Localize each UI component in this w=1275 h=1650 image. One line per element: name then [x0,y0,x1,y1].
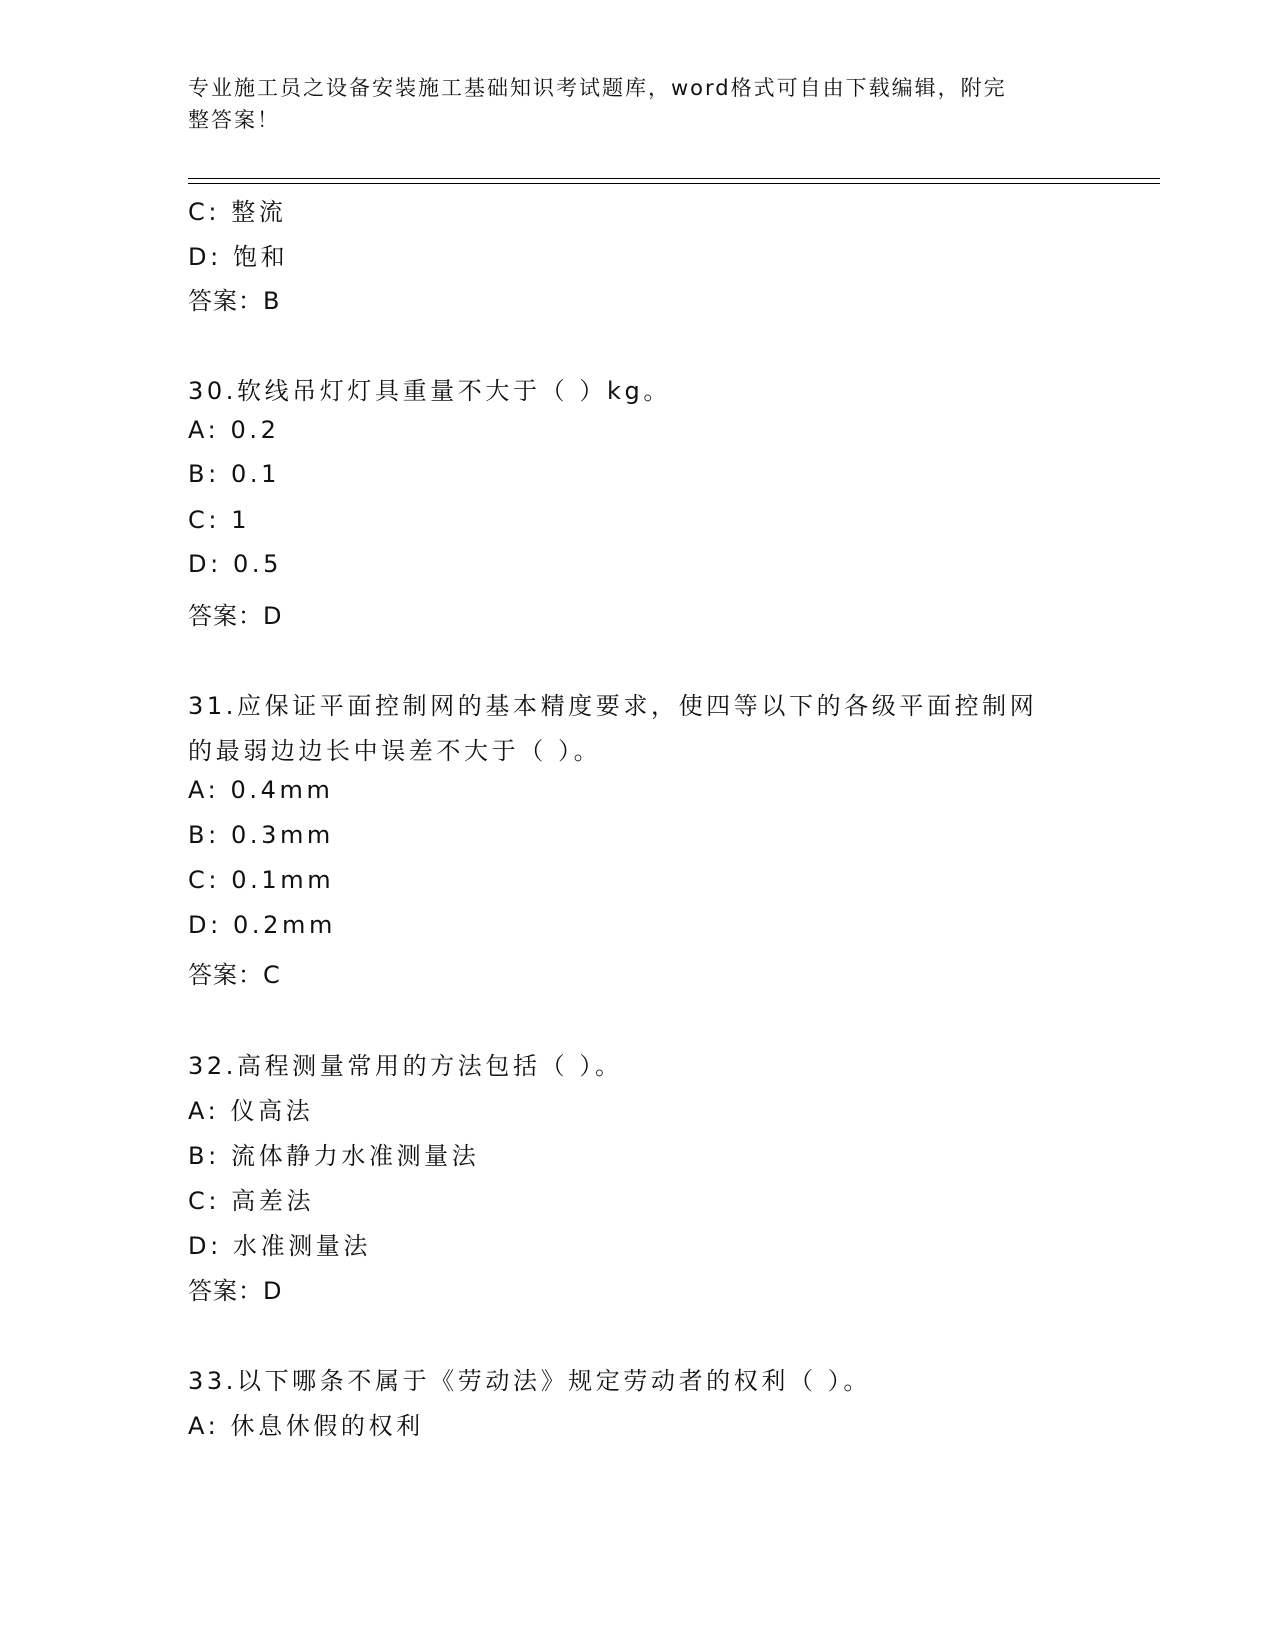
question-31-option-c: C: 0.1mm [188,866,335,894]
question-30-stem: 30.软线吊灯灯具重量不大于（ ）kg。 [188,377,671,405]
question-32-option-a: A: 仪高法 [188,1097,314,1125]
question-32-option-c: C: 高差法 [188,1187,315,1215]
prev-option-c: C: 整流 [188,198,287,226]
question-31-option-b: B: 0.3mm [188,821,334,849]
prev-answer: 答案：B [188,287,281,315]
question-31-option-a: A: 0.4mm [188,776,334,804]
question-30-option-c: C: 1 [188,506,251,534]
question-33-stem: 33.以下哪条不属于《劳动法》规定劳动者的权利（ ）。 [188,1367,871,1395]
question-30-option-a: A: 0.2 [188,416,280,444]
question-32-option-d: D: 水准测量法 [188,1232,371,1260]
question-33-option-a: A: 休息休假的权利 [188,1412,424,1440]
header-line-2: 整答案！ [188,108,280,132]
header-divider-top [188,178,1160,179]
question-32-stem: 32.高程测量常用的方法包括（ ）。 [188,1052,623,1080]
question-32-answer: 答案：D [188,1277,283,1305]
question-31-answer: 答案：C [188,961,281,989]
question-31-stem-line-2: 的最弱边边长中误差不大于（ ）。 [188,737,602,765]
document-header [188,72,1068,136]
question-31-option-d: D: 0.2mm [188,911,336,939]
header-divider-bottom [188,183,1160,184]
header-line-1: 专业施工员之设备安装施工基础知识考试题库，word格式可自由下载编辑，附完 [188,76,1007,100]
question-30-answer: 答案：D [188,602,283,630]
question-32-option-b: B: 流体静力水准测量法 [188,1142,480,1170]
question-30-option-d: D: 0.5 [188,550,282,578]
question-30-option-b: B: 0.1 [188,460,280,488]
question-31-stem-line-1: 31.应保证平面控制网的基本精度要求，使四等以下的各级平面控制网 [188,692,1038,720]
prev-option-d: D: 饱和 [188,243,289,271]
